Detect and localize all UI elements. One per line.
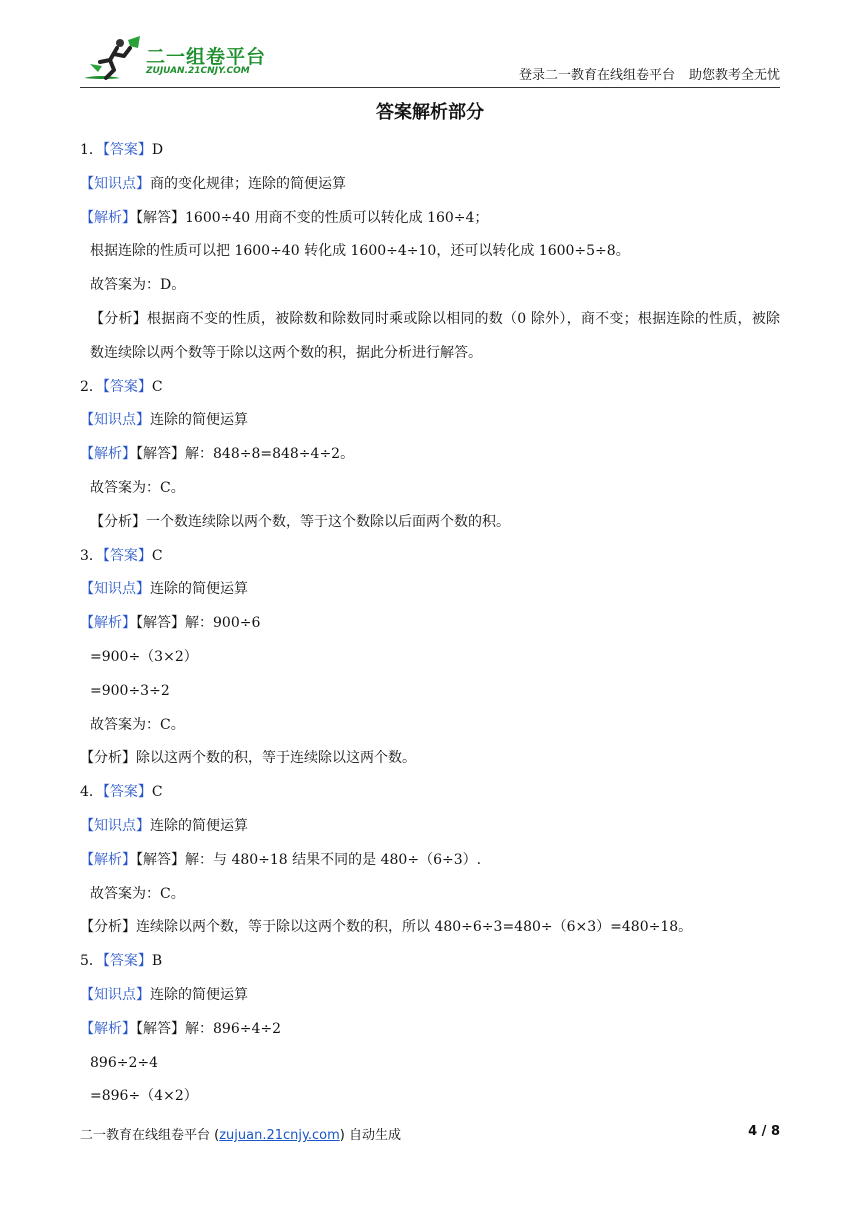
- solution-line: 根据连除的性质可以把 1600÷40 转化成 1600÷4÷10，还可以转化成 1600÷5÷8。: [90, 243, 630, 260]
- analysis-tag: 【解析】: [80, 446, 136, 463]
- page-header: [80, 34, 780, 86]
- fenxi-text: 一个数连续除以两个数，等于这个数除以后面两个数的积。: [146, 513, 510, 530]
- solution-line: 故答案为：C。: [90, 885, 185, 902]
- page-footer: [80, 1124, 780, 1144]
- answer-value: C: [151, 378, 163, 395]
- solution-line: =896÷（4×2）: [90, 1088, 198, 1105]
- answer-value: C: [151, 547, 163, 564]
- analysis-line: [80, 1013, 780, 1047]
- answer-tag: 【答案】: [102, 784, 152, 801]
- answer-value: C: [151, 784, 163, 801]
- knowledge-line: [80, 404, 780, 438]
- fenxi-text: 连续除以两个数，等于除以这两个数的积，所以 480÷6÷3=480÷（6×3）=480÷18。: [136, 919, 693, 936]
- answer-line: [80, 134, 780, 168]
- solution-line: =900÷3÷2: [90, 682, 170, 699]
- page-title: 答案解析部分: [376, 102, 484, 123]
- question-number: 1．: [80, 142, 103, 158]
- header-slogan: [519, 64, 780, 83]
- fenxi-tag: 【分析】: [80, 919, 136, 936]
- knowledge-text: 连除的简便运算: [150, 412, 248, 429]
- analysis-tag: 【解析】: [80, 615, 136, 632]
- fenxi-text: 除以这两个数的积，等于连续除以这两个数。: [136, 750, 416, 767]
- fenxi-line: [80, 506, 780, 540]
- logo: [80, 34, 280, 86]
- solution-tag: 【解答】: [136, 446, 185, 463]
- question-number: 5．: [80, 953, 103, 970]
- knowledge-tag: 【知识点】: [80, 175, 150, 192]
- solution-text: 1600÷40 用商不变的性质可以转化成 160÷4；: [185, 209, 489, 226]
- question-number: 4．: [80, 784, 103, 801]
- fenxi-line: [80, 911, 780, 945]
- fenxi-text: 根据商不变的性质，被除数和除数同时乘或除以相同的数（0 除外），商不变；根据连除的性质，被除数连续除以两个数等于除以这两个数的积，据此分析进行解答。: [90, 310, 781, 361]
- fenxi-tag: 【分析】: [80, 750, 136, 767]
- page-number: 4 / 8: [748, 1124, 780, 1139]
- solution-text: 解：896÷4÷2: [185, 1020, 281, 1037]
- footer-prefix: 二一教育在线组卷平台 (: [80, 1128, 220, 1143]
- header-login-text[interactable]: 登录二一教育在线组卷平台: [518, 68, 675, 83]
- knowledge-text: 连除的简便运算: [150, 581, 248, 598]
- solution-line: =900÷（3×2）: [90, 648, 198, 665]
- knowledge-line: [80, 979, 780, 1013]
- solution-tag: 【解答】: [136, 209, 185, 226]
- solution-tag: 【解答】: [136, 851, 185, 868]
- solution-line: 故答案为：C。: [90, 479, 185, 496]
- knowledge-tag: 【知识点】: [80, 986, 150, 1003]
- footer-source: [80, 1124, 401, 1143]
- header-divider: [80, 87, 780, 88]
- analysis-tag: 【解析】: [80, 209, 136, 226]
- solution-line: 故答案为：D。: [90, 277, 186, 294]
- logo-text: 二一组卷平台: [146, 46, 267, 68]
- solution-text: 解：900÷6: [185, 615, 261, 632]
- knowledge-text: 连除的简便运算: [150, 986, 248, 1003]
- answer-line: [80, 371, 780, 405]
- analysis-tag: 【解析】: [80, 1020, 136, 1037]
- answer-content: [80, 134, 780, 1114]
- question-number: 2．: [80, 378, 103, 395]
- knowledge-tag: 【知识点】: [80, 412, 150, 429]
- runner-logo-icon: [80, 34, 144, 86]
- answer-value: D: [151, 142, 164, 158]
- fenxi-line: [80, 303, 780, 371]
- answer-line: [80, 776, 780, 810]
- solution-line: 故答案为：C。: [90, 716, 185, 733]
- knowledge-text: 连除的简便运算: [150, 817, 248, 834]
- knowledge-tag: 【知识点】: [80, 581, 150, 598]
- knowledge-line: [80, 573, 780, 607]
- knowledge-text: 商的变化规律；连除的简便运算: [150, 175, 346, 192]
- question-number: 3．: [80, 547, 103, 564]
- analysis-line: [80, 607, 780, 641]
- header-tagline: 助您教考全无忧: [688, 68, 780, 83]
- solution-tag: 【解答】: [136, 1020, 185, 1037]
- fenxi-line: [80, 742, 780, 776]
- answer-value: B: [151, 953, 163, 970]
- analysis-line: [80, 202, 780, 236]
- answer-tag: 【答案】: [102, 547, 152, 564]
- footer-suffix: ) 自动生成: [339, 1128, 401, 1143]
- answer-line: [80, 540, 780, 574]
- answer-tag: 【答案】: [102, 378, 152, 395]
- answer-tag: 【答案】: [102, 953, 152, 970]
- knowledge-tag: 【知识点】: [80, 817, 150, 834]
- knowledge-line: [80, 168, 780, 202]
- analysis-tag: 【解析】: [80, 851, 136, 868]
- solution-text: 解：848÷8=848÷4÷2。: [185, 446, 355, 463]
- logo-subtitle: ZUJUAN.21CNJY.COM: [146, 66, 250, 76]
- fenxi-tag: 【分析】: [90, 310, 147, 327]
- solution-line: 896÷2÷4: [90, 1054, 158, 1071]
- analysis-line: [80, 438, 780, 472]
- answer-tag: 【答案】: [102, 142, 152, 158]
- solution-text: 解：与 480÷18 结果不同的是 480÷（6÷3）.: [185, 851, 482, 868]
- footer-link[interactable]: zujuan.21cnjy.com: [219, 1128, 340, 1143]
- fenxi-tag: 【分析】: [90, 513, 146, 530]
- answer-line: [80, 945, 780, 979]
- analysis-line: [80, 844, 780, 878]
- knowledge-line: [80, 810, 780, 844]
- solution-tag: 【解答】: [136, 615, 185, 632]
